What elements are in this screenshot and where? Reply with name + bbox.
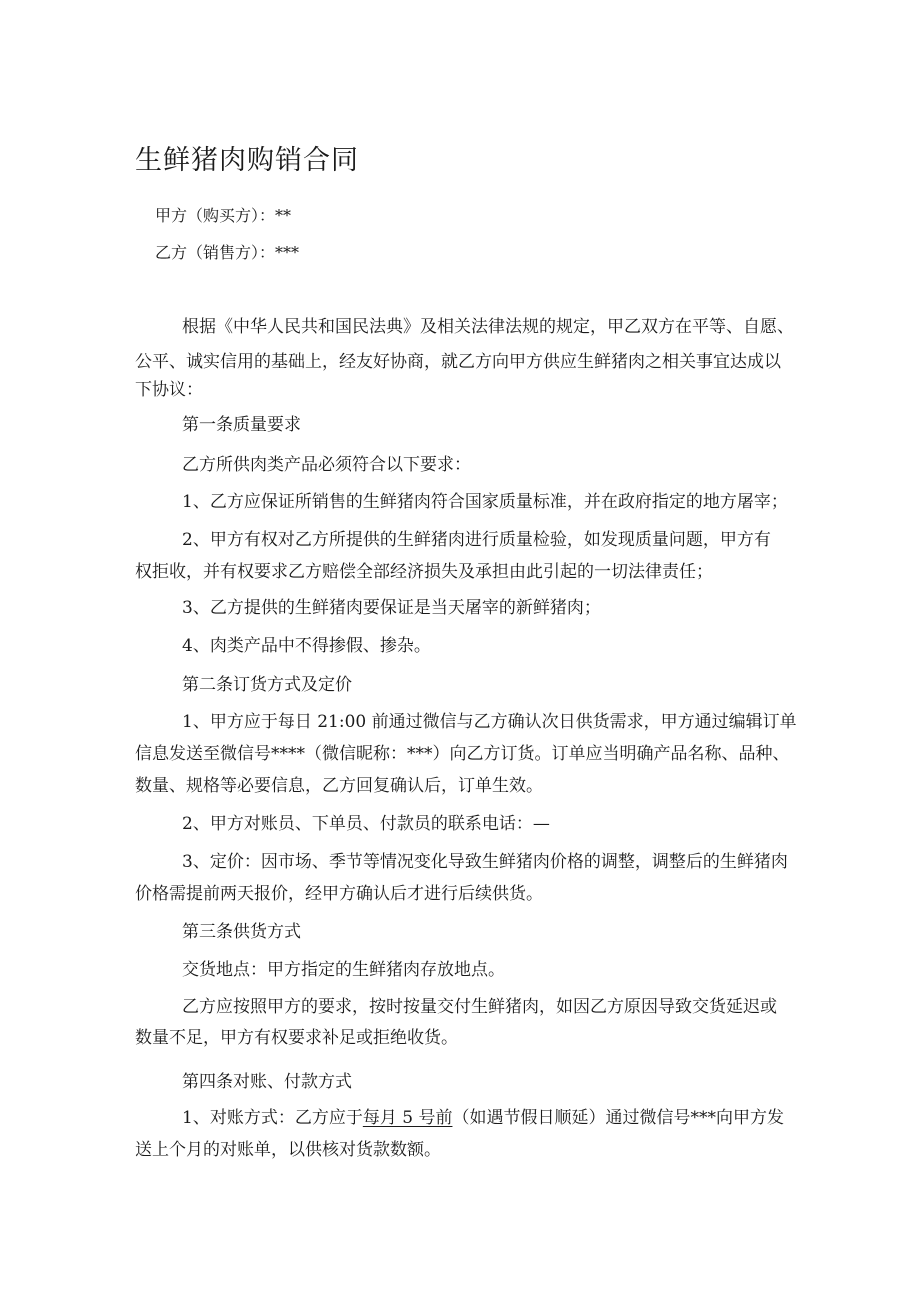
article4-item1-line1 bbox=[182, 1108, 784, 1128]
article2-item1-line2: 信息发送至微信号****（微信昵称：***）向乙方订货。订单应当明确产品名称、品种、 bbox=[135, 744, 790, 764]
preamble-line-2: 公平、诚实信用的基础上，经友好协商，就乙方向甲方供应生鲜猪肉之相关事宜达成以 bbox=[135, 352, 781, 372]
article3-location: 交货地点：甲方指定的生鲜猪肉存放地点。 bbox=[182, 960, 505, 980]
article3-heading: 第三条供货方式 bbox=[182, 922, 301, 942]
article2-item1-line3: 数量、规格等必要信息，乙方回复确认后，订单生效。 bbox=[135, 776, 543, 796]
article1-item2-line2: 权拒收，并有权要求乙方赔偿全部经济损失及承担由此引起的一切法律责任； bbox=[135, 562, 713, 582]
article4-item1-suffix: （如遇节假日顺延）通过微信号***向甲方发 bbox=[452, 1108, 784, 1128]
article3-delivery-line1: 乙方应按照甲方的要求，按时按量交付生鲜猪肉，如因乙方原因导致交货延迟或 bbox=[182, 997, 777, 1017]
article1-heading: 第一条质量要求 bbox=[182, 415, 301, 435]
preamble-line-1: 根据《中华人民共和国民法典》及相关法律法规的规定，甲乙双方在平等、自愿、 bbox=[182, 317, 794, 337]
preamble-line-3: 下协议： bbox=[135, 380, 203, 400]
party-a: 甲方（购买方）：** bbox=[155, 206, 292, 225]
article4-item1-prefix: 1、对账方式：乙方应于 bbox=[182, 1108, 363, 1128]
article1-item3: 3、乙方提供的生鲜猪肉要保证是当天屠宰的新鲜猪肉； bbox=[182, 598, 601, 618]
party-b: 乙方（销售方）：*** bbox=[155, 243, 300, 262]
article4-item1-line2: 送上个月的对账单，以供核对货款数额。 bbox=[135, 1140, 441, 1160]
article2-item3-line1: 3、定价：因市场、季节等情况变化导致生鲜猪肉价格的调整，调整后的生鲜猪肉 bbox=[182, 852, 788, 872]
article2-item3-line2: 价格需提前两天报价，经甲方确认后才进行后续供货。 bbox=[135, 884, 543, 904]
article2-item2: 2、甲方对账员、下单员、付款员的联系电话：— bbox=[182, 814, 550, 834]
article1-intro: 乙方所供肉类产品必须符合以下要求： bbox=[182, 455, 471, 475]
article4-heading: 第四条对账、付款方式 bbox=[182, 1072, 352, 1092]
article1-item2-line1: 2、甲方有权对乙方所提供的生鲜猪肉进行质量检验，如发现质量问题，甲方有 bbox=[182, 530, 771, 550]
article3-delivery-line2: 数量不足，甲方有权要求补足或拒绝收货。 bbox=[135, 1028, 458, 1048]
page-title: 生鲜猪肉购销合同 bbox=[135, 145, 359, 176]
article2-item1-line1: 1、甲方应于每日 21:00 前通过微信与乙方确认次日供货需求，甲方通过编辑订单 bbox=[182, 712, 797, 732]
article1-item4: 4、肉类产品中不得掺假、掺杂。 bbox=[182, 636, 431, 656]
article1-item1: 1、乙方应保证所销售的生鲜猪肉符合国家质量标准，并在政府指定的地方屠宰； bbox=[182, 492, 788, 512]
article2-heading: 第二条订货方式及定价 bbox=[182, 675, 352, 695]
article4-item1-deadline: 每月 5 号前 bbox=[362, 1108, 453, 1128]
